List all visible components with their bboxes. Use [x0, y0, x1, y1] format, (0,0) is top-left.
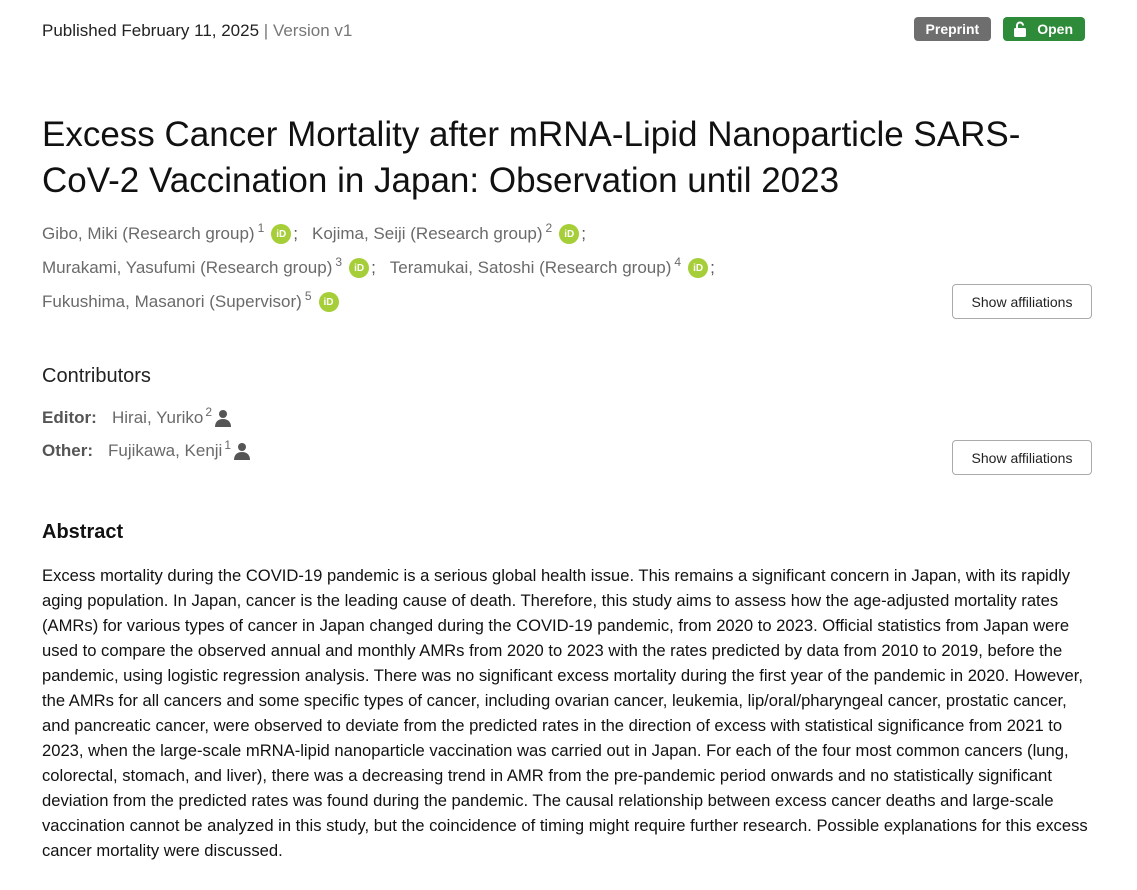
orcid-icon[interactable]: iD	[688, 258, 708, 278]
published-date: Published February 11, 2025	[42, 21, 260, 40]
open-badge-label: Open	[1037, 21, 1073, 37]
contributor-name[interactable]: Fujikawa, Kenji	[108, 441, 223, 460]
open-access-badge	[1003, 17, 1085, 41]
orcid-icon[interactable]: iD	[559, 224, 579, 244]
affiliation-number: 1	[224, 438, 232, 452]
author-row	[42, 217, 715, 251]
author[interactable]	[42, 289, 339, 312]
contributor-other	[42, 438, 251, 461]
abstract-heading: Abstract	[42, 521, 124, 543]
orcid-icon[interactable]: iD	[349, 258, 369, 278]
show-affiliations-button[interactable]: Show affiliations	[952, 284, 1092, 319]
publication-info	[42, 21, 352, 41]
person-icon	[233, 442, 251, 460]
unlock-icon	[1013, 21, 1027, 37]
author-name[interactable]: Teramukai, Satoshi (Research group)	[389, 258, 672, 277]
contributors-heading: Contributors	[42, 365, 151, 387]
affiliation-number: 5	[304, 289, 312, 303]
author-name[interactable]: Murakami, Yasufumi (Research group)	[42, 258, 333, 277]
preprint-badge-label: Preprint	[925, 21, 980, 37]
author-list	[42, 217, 715, 319]
contributor-name[interactable]: Hirai, Yuriko	[112, 408, 204, 427]
affiliation-number: 1	[257, 221, 265, 235]
author-name[interactable]: Kojima, Seiji (Research group)	[312, 224, 543, 243]
badges	[914, 17, 1085, 41]
preprint-badge	[914, 17, 992, 41]
separator: |	[263, 21, 269, 40]
contributor-role: Other:	[42, 441, 93, 460]
affiliation-number: 2	[205, 405, 213, 419]
separator: ;	[710, 258, 715, 277]
orcid-icon[interactable]: iD	[319, 292, 339, 312]
version-label: Version v1	[272, 21, 353, 40]
orcid-icon[interactable]: iD	[271, 224, 291, 244]
page-title: Excess Cancer Mortality after mRNA-Lipid Nanoparticle SARS-CoV-2 Vaccination in Japan: Observation until 2023	[42, 115, 1021, 200]
author[interactable]	[42, 255, 369, 278]
affiliation-number: 2	[545, 221, 553, 235]
author[interactable]	[389, 255, 708, 278]
abstract-text: Excess mortality during the COVID-19 pandemic is a serious global health issue. This remains a significant concern in Japan, with its rapidly aging population. In Japan, cancer is the leading cause of death. Therefore, this study aims to assess how the age-adjusted mortality rates (AMRs) for various types of cancer in Japan changed during the COVID-19 pandemic, from 2020 to 2023. Official statistics from Japan were used to compare the observed annual and monthly AMRs from 2020 to 2023 with the rates predicted by data from 2010 to 2019, before the pandemic, using logistic regression analysis. There was no significant excess mortality during the first year of the pandemic in 2020. However, the AMRs for all cancers and some specific types of cancer, including ovarian cancer, leukemia, lip/oral/pharyngeal cancer, prostatic cancer, and pancreatic cancer, were observed to deviate from the predicted rates in the direction of excess with statistical significance from 2021 to 2023, when the large-scale mRNA-lipid nanoparticle vaccination was carried out in Japan. For each of the four most common cancers (lung, colorectal, stomach, and liver), there was a decreasing trend in AMR from the pre-pandemic period onwards and no statistically significant deviation from the predicted rates was found during the pandemic. The causal relationship between excess cancer deaths and large-scale vaccination cannot be analyzed in this study, but the coincidence of timing might require further research. Possible explanations for this excess cancer mortality were discussed.	[42, 566, 1088, 860]
affiliation-number: 3	[335, 255, 343, 269]
contributor-editor	[42, 405, 232, 428]
show-affiliations-button[interactable]: Show affiliations	[952, 440, 1092, 475]
separator: ;	[581, 224, 586, 243]
author-row	[42, 251, 715, 285]
author[interactable]	[42, 221, 291, 244]
affiliation-number: 4	[674, 255, 682, 269]
contributor-role: Editor:	[42, 408, 97, 427]
separator: ;	[371, 258, 376, 277]
author-name[interactable]: Gibo, Miki (Research group)	[42, 224, 255, 243]
separator: ;	[293, 224, 298, 243]
author-name[interactable]: Fukushima, Masanori (Supervisor)	[42, 292, 302, 311]
person-icon	[214, 409, 232, 427]
author[interactable]	[312, 221, 579, 244]
author-row	[42, 285, 715, 319]
